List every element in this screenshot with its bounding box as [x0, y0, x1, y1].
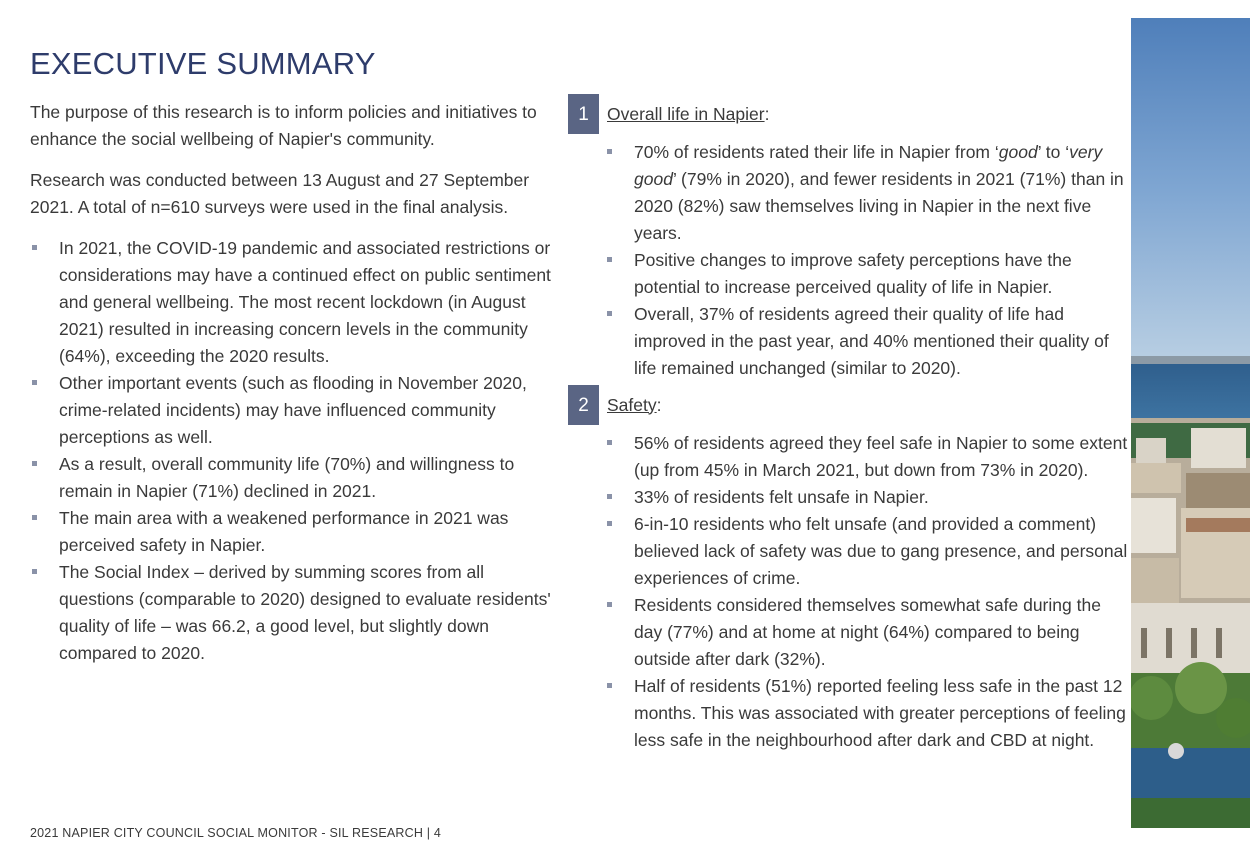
list-item: 33% of residents felt unsafe in Napier.: [605, 484, 1128, 511]
section-header: [568, 385, 1128, 425]
list-item: The main area with a weakened performance in 2021 was perceived safety in Napier.: [30, 505, 560, 559]
list-item: 56% of residents agreed they feel safe in Napier to some extent (up from 45% in March 2021, but down from 73% in 2020).: [605, 430, 1128, 484]
section-overall-life: [568, 94, 1128, 382]
page-title: EXECUTIVE SUMMARY: [30, 46, 376, 81]
bullet-text: ’ (79% in 2020), and fewer residents in 2021 (71%) than in 2020 (82%) saw themselves living in Napier in the next five years.: [634, 169, 1124, 243]
bullet-text: ’ to ‘: [1037, 142, 1070, 162]
list-item: Other important events (such as flooding in November 2020, crime-related incidents) may have influenced community perceptions as well.: [30, 370, 560, 451]
section-title-colon: :: [764, 103, 770, 124]
section-title: [607, 392, 662, 419]
intro-paragraph: The purpose of this research is to inform policies and initiatives to enhance the social wellbeing of Napier's community.: [30, 102, 537, 149]
napier-city-photo: [1131, 18, 1250, 828]
right-column: [568, 94, 1128, 754]
section-title: [607, 101, 769, 128]
bullet-text: 70% of residents rated their life in Napier from ‘: [634, 142, 999, 162]
list-item: 6-in-10 residents who felt unsafe (and provided a comment) believed lack of safety was due to gang presence, and personal experiences of crime.: [605, 511, 1128, 592]
method-paragraph: Research was conducted between 13 August and 27 September 2021. A total of n=610 surveys were used in the final analysis.: [30, 170, 530, 217]
list-item: [605, 139, 1128, 247]
left-bullet-list: [30, 235, 560, 667]
bullet-emphasis: good: [998, 142, 1038, 162]
section-title-text: Safety: [607, 394, 657, 415]
page-footer: 2021 NAPIER CITY COUNCIL SOCIAL MONITOR - SIL RESEARCH | 4: [30, 826, 442, 840]
list-item: Overall, 37% of residents agreed their quality of life had improved in the past year, and 40% mentioned their quality of life remained unchanged (similar to 2020).: [605, 301, 1128, 382]
list-item: As a result, overall community life (70%) and willingness to remain in Napier (71%) declined in 2021.: [30, 451, 560, 505]
section-number-badge: 1: [568, 94, 599, 134]
list-item: The Social Index – derived by summing scores from all questions (comparable to 2020) designed to evaluate residents' quality of life – was 66.2, a good level, but slightly down compared to 2020.: [30, 559, 560, 667]
bullet-emphasis: very good: [634, 142, 1103, 189]
section-number-badge: 2: [568, 385, 599, 425]
list-item: Positive changes to improve safety perceptions have the potential to increase perceived quality of life in Napier.: [605, 247, 1128, 301]
section-bullet-list: [605, 430, 1128, 754]
left-column: [30, 99, 560, 667]
section-safety: [568, 385, 1128, 754]
list-item: Residents considered themselves somewhat safe during the day (77%) and at home at night (64%) compared to being outside after dark (32%).: [605, 592, 1128, 673]
list-item: Half of residents (51%) reported feeling less safe in the past 12 months. This was associated with greater perceptions of feeling less safe in the neighbourhood after dark and CBD at night.: [605, 673, 1128, 754]
section-bullet-list: [605, 139, 1128, 382]
section-header: [568, 94, 1128, 134]
section-title-colon: :: [656, 394, 662, 415]
section-title-text: Overall life in Napier: [607, 103, 765, 124]
list-item: In 2021, the COVID-19 pandemic and associated restrictions or considerations may have a continued effect on public sentiment and general wellbeing. The most recent lockdown (in August 2021) resulted in increasing concern levels in the community (64%), exceeding the 2020 results.: [30, 235, 560, 370]
